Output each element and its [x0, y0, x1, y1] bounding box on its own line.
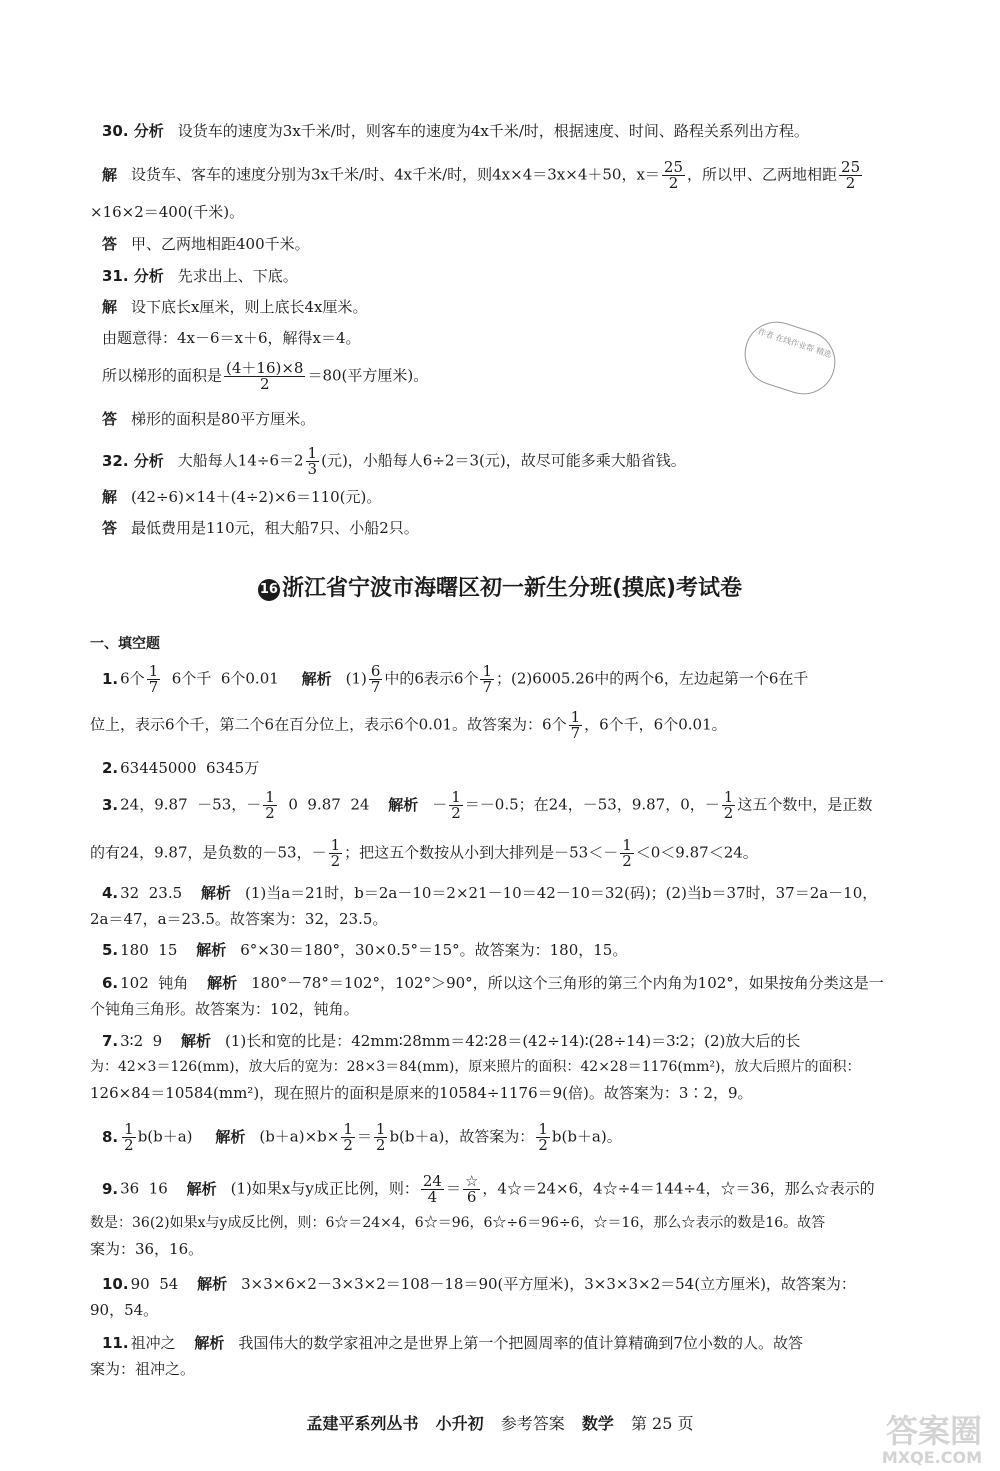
answer-4: 4. 32 23.5 解析 (1)当a＝21时，b＝2a－10＝2×21－10＝42－10＝32(码)；(2)当b＝37时，37＝2a－10，	[102, 884, 878, 902]
fraction: $\frac{1}{2}$	[330, 836, 341, 870]
fraction: $\frac{1}{7}$	[148, 662, 159, 696]
answer-3-cont: 的有24，9.87，是负数的－53，－ $\frac{1}{2}$ ；把这五个数按从小到大排列是－53＜－ $\frac{1}{2}$ ＜0＜9.87＜24。	[90, 836, 758, 870]
fraction: $\frac{25}{2}$	[841, 158, 861, 192]
answer-7: 7. 3∶2 9 解析 (1)长和宽的比是：42mm∶28mm＝42∶28＝(42÷14)∶(28÷14)＝3∶2；(2)放大后的长	[102, 1032, 801, 1050]
watermark-logo: 答案圈 MXQE.COM	[881, 1412, 982, 1467]
fraction: $\frac{(4+16)\times 8}{2}$	[226, 359, 304, 393]
reference-label: 参考答案	[500, 1414, 565, 1433]
fraction: $\frac{25}{2}$	[663, 158, 684, 192]
q30-solution: 解 设货车、客车的速度分别为3x千米/时、4x千米/时，则4x×4＝3x×4＋50，x＝ $\frac{25}{2}$ ，所以甲、乙两地相距 $\frac{25}{2}$	[102, 158, 861, 192]
exam-title: 16 浙江省宁波市海曙区初一新生分班(摸底)考试卷	[259, 576, 743, 601]
fraction: $\frac{6}{7}$	[370, 662, 381, 696]
answer-9-cont: 数是：36(2)如果x与y成反比例，则：6☆＝24×4，6☆＝96，6☆÷6＝96÷6，☆＝16，那么☆表示的数是16。故答	[90, 1215, 826, 1231]
answer-7-cont: 为：42×3＝126(mm)，放大后的宽为：28×3＝84(mm)，原来照片的面积：42×28＝1176(mm²)，放大后照片的面积：	[90, 1059, 861, 1075]
answer-11: 11. 祖冲之 解析 我国伟大的数学家祖冲之是世界上第一个把圆周率的值计算精确到7位小数的人。故答	[102, 1334, 803, 1352]
q30-analysis: 30. 分析 设货车的速度为3x千米/时，则客车的速度为4x千米/时，根据速度、时间、路程关系列出方程。	[102, 122, 809, 140]
fraction: $\frac{24}{4}$	[422, 1172, 442, 1206]
q32-answer: 答 最低费用是110元，租大船7只、小船2只。	[102, 519, 419, 537]
q30-solution-cont: ×16×2＝400(千米)。	[90, 203, 245, 221]
answer-5: 5. 180 15 解析 6°×30＝180°，30×0.5°＝15°。故答案为：180，15。	[102, 941, 628, 959]
answer-7-cont2: 126×84＝10584(mm²)，现在照片的面积是原来的10584÷1176＝9(倍)。故答案为：3∶2，9。	[90, 1084, 753, 1102]
fraction: $\frac{1}{2}$	[124, 1120, 134, 1154]
grade-label: 小升初	[435, 1414, 484, 1433]
fraction: $\frac{1}{3}$	[307, 444, 318, 478]
answer-6: 6. 102 钝角 解析 180°－78°＝102°，102°＞90°，所以这个三角形的第三个内角为102°，如果按角分类这是一	[102, 974, 884, 992]
answer-10: 10. 90 54 解析 3×3×6×2－3×3×2＝108－18＝90(平方厘米)，3×3×3×2＝54(立方厘米)，故答案为：	[102, 1275, 856, 1293]
book-series: 孟建平系列丛书	[306, 1414, 419, 1433]
exam-number-badge: 16	[258, 579, 280, 601]
answer-9: 9. 36 16 解析 (1)如果x与y成正比例，则： $\frac{24}{4}$ ＝ $\frac{☆}{6}$ ，4☆＝24×6，4☆÷4＝144÷4，☆＝36，那么☆表示的	[102, 1172, 875, 1206]
fraction: $\frac{1}{7}$	[570, 708, 581, 742]
fraction: $\frac{1}{2}$	[265, 788, 275, 822]
fraction: $\frac{1}{2}$	[343, 1120, 353, 1154]
answer-10-cont: 90，54。	[90, 1301, 159, 1319]
subject-label: 数学	[581, 1414, 614, 1433]
section-heading: 一、填空题	[90, 636, 160, 652]
answer-2: 2. 63445000 6345万	[102, 759, 260, 777]
answer-4-cont: 2a＝47，a＝23.5。故答案为：32，23.5。	[90, 910, 388, 928]
q31-analysis: 31. 分析 先求出上、下底。	[102, 267, 298, 285]
fraction: $\frac{1}{2}$	[375, 1120, 386, 1154]
answer-1-cont: 位上，表示6个千，第二个6在百分位上，表示6个0.01。故答案为：6个 $\frac{1}{7}$ ，6个千，6个0.01。	[90, 708, 727, 742]
q31-equation: 由题意得：4x－6＝x＋6，解得x＝4。	[102, 329, 361, 347]
fraction: $\frac{1}{2}$	[723, 788, 734, 822]
q30-answer: 答 甲、乙两地相距400千米。	[102, 235, 310, 253]
answer-11-cont: 案为：祖冲之。	[90, 1360, 196, 1378]
fraction: $\frac{1}{2}$	[451, 788, 461, 822]
q31-area: 所以梯形的面积是 $\frac{(4+16)\times 8}{2}$ ＝80(平方厘米)。	[102, 359, 429, 393]
seal-stamp: 作者 在线作业帮 精选	[736, 313, 843, 402]
page-number: 第 25 页	[630, 1414, 694, 1433]
fraction: $\frac{☆}{6}$	[464, 1172, 479, 1206]
answer-8: 8. $\frac{1}{2}$ b(b＋a) 解析 (b＋a)×b× $\frac{1}{2}$ ＝ $\frac{1}{2}$ b(b＋a)，故答案为： $\frac{1}{2}$ b(b＋a)。	[102, 1120, 622, 1154]
answer-1: 1. 6个 $\frac{1}{7}$ 6个千 6个0.01 解析 (1) $\frac{6}{7}$ 中的6表示6个 $\frac{1}{7}$ ；(2)6005.26中的两个6，左边起第一个6在千	[102, 662, 809, 696]
q31-answer: 答 梯形的面积是80平方厘米。	[102, 410, 316, 428]
answer-6-cont: 个钝角三角形。故答案为：102，钝角。	[90, 1000, 359, 1018]
q31-solution: 解 设下底长x厘米，则上底长4x厘米。	[102, 298, 368, 316]
q32-analysis: 32. 分析 大船每人14÷6＝2 $\frac{1}{3}$ (元)，小船每人6÷2＝3(元)，故尽可能多乘大船省钱。	[102, 444, 686, 478]
answer-3: 3. 24，9.87 －53，－ $\frac{1}{2}$ 0 9.87 24 解析 － $\frac{1}{2}$ ＝－0.5；在24，－53，9.87，0，－ $\frac{1}{2}$ 这五个数中，是正数	[102, 788, 873, 822]
fraction: $\frac{1}{2}$	[538, 1120, 548, 1154]
fraction: $\frac{1}{7}$	[482, 662, 493, 696]
answer-9-cont2: 案为：36，16。	[90, 1240, 204, 1258]
fraction: $\frac{1}{2}$	[622, 836, 632, 870]
q32-solution: 解 (42÷6)×14＋(4÷2)×6＝110(元)。	[102, 488, 382, 506]
